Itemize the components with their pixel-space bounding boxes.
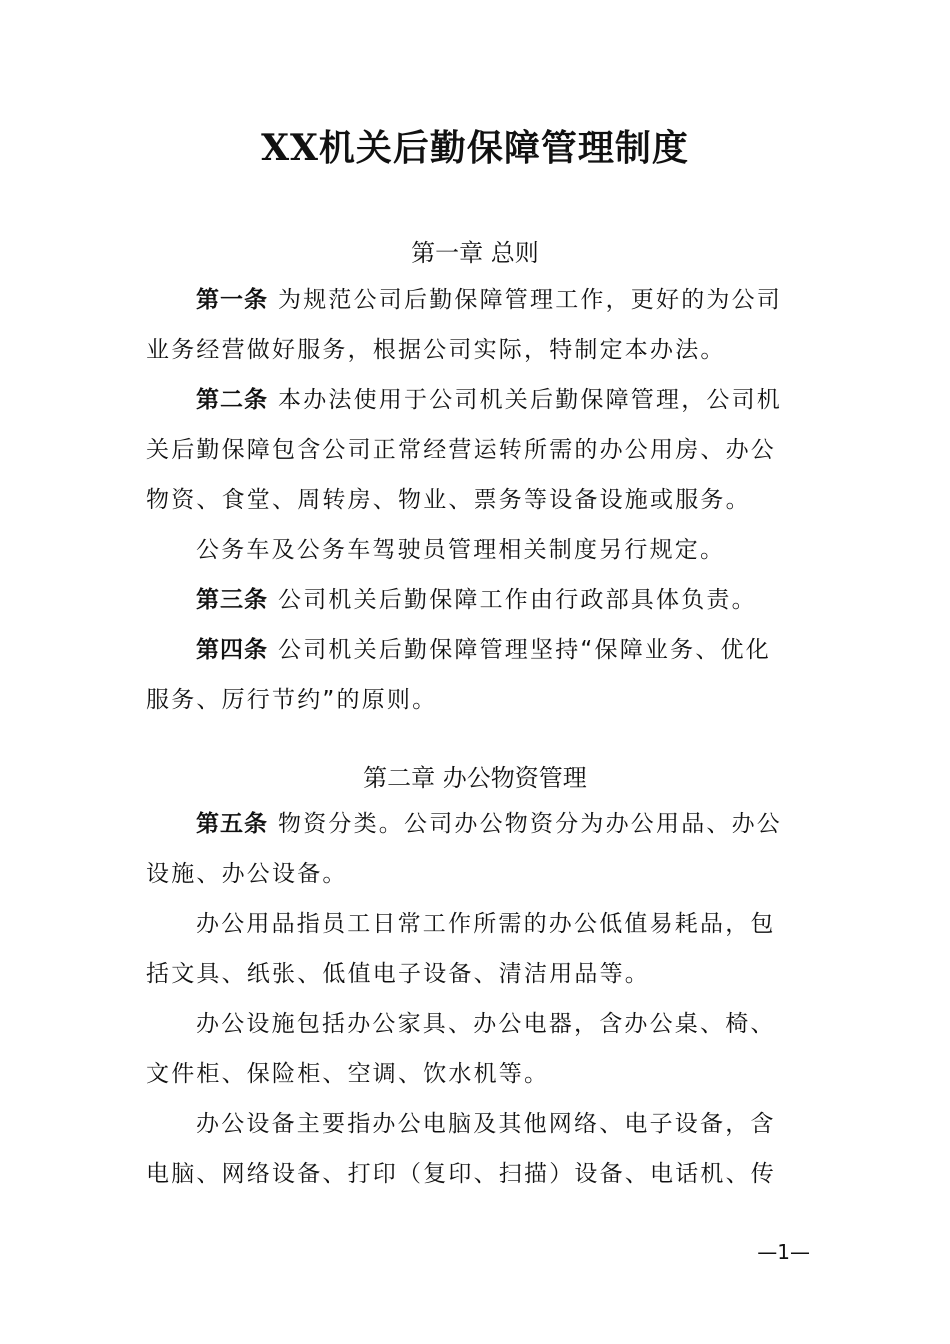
article-2-line-1 xyxy=(196,384,856,416)
article-3-line-1 xyxy=(196,584,856,616)
article-1-line-1 xyxy=(196,284,856,316)
supplies-line-2: 括文具、纸张、低值电子设备、清洁用品等。 xyxy=(146,961,650,987)
article-label: 第四条 xyxy=(196,637,268,663)
article-5-line-2: 设施、办公设备。 xyxy=(146,861,348,887)
article-text: 公司机关后勤保障工作由行政部具体负责。 xyxy=(278,587,757,613)
article-1-line-2: 业务经营做好服务，根据公司实际，特制定本办法。 xyxy=(146,337,726,363)
facilities-line-2: 文件柜、保险柜、空调、饮水机等。 xyxy=(146,1061,550,1087)
document-title: XX机关后勤保障管理制度 xyxy=(261,127,689,169)
chapter-2-heading: 第二章 办公物资管理 xyxy=(363,764,587,792)
article-label: 第三条 xyxy=(196,587,268,613)
article-2-line-2: 关后勤保障包含公司正常经营运转所需的办公用房、办公 xyxy=(146,437,776,463)
supplies-line-1: 办公用品指员工日常工作所需的办公低值易耗品，包 xyxy=(196,911,776,937)
article-label: 第二条 xyxy=(196,387,268,413)
vehicle-paragraph: 公务车及公务车驾驶员管理相关制度另行规定。 xyxy=(196,537,726,563)
article-4-line-1 xyxy=(196,634,856,666)
equipment-line-1: 办公设备主要指办公电脑及其他网络、电子设备，含 xyxy=(196,1111,776,1137)
article-label: 第一条 xyxy=(196,287,268,313)
article-text: 公司机关后勤保障管理坚持“保障业务、优化 xyxy=(278,637,771,663)
article-5-line-1 xyxy=(196,808,856,840)
article-label: 第五条 xyxy=(196,811,268,837)
page-number: —1— xyxy=(757,1240,810,1264)
equipment-line-2: 电脑、网络设备、打印（复印、扫描）设备、电话机、传 xyxy=(146,1161,776,1187)
article-text: 本办法使用于公司机关后勤保障管理，公司机 xyxy=(278,387,782,413)
article-text: 物资分类。公司办公物资分为办公用品、办公 xyxy=(278,811,782,837)
facilities-line-1: 办公设施包括办公家具、办公电器，含办公桌、椅、 xyxy=(196,1011,776,1037)
chapter-1-heading: 第一章 总则 xyxy=(411,239,539,267)
article-text: 为规范公司后勤保障管理工作，更好的为公司 xyxy=(278,287,782,313)
article-4-line-2: 服务、厉行节约”的原则。 xyxy=(146,687,438,713)
article-2-line-3: 物资、食堂、周转房、物业、票务等设备设施或服务。 xyxy=(146,487,751,513)
